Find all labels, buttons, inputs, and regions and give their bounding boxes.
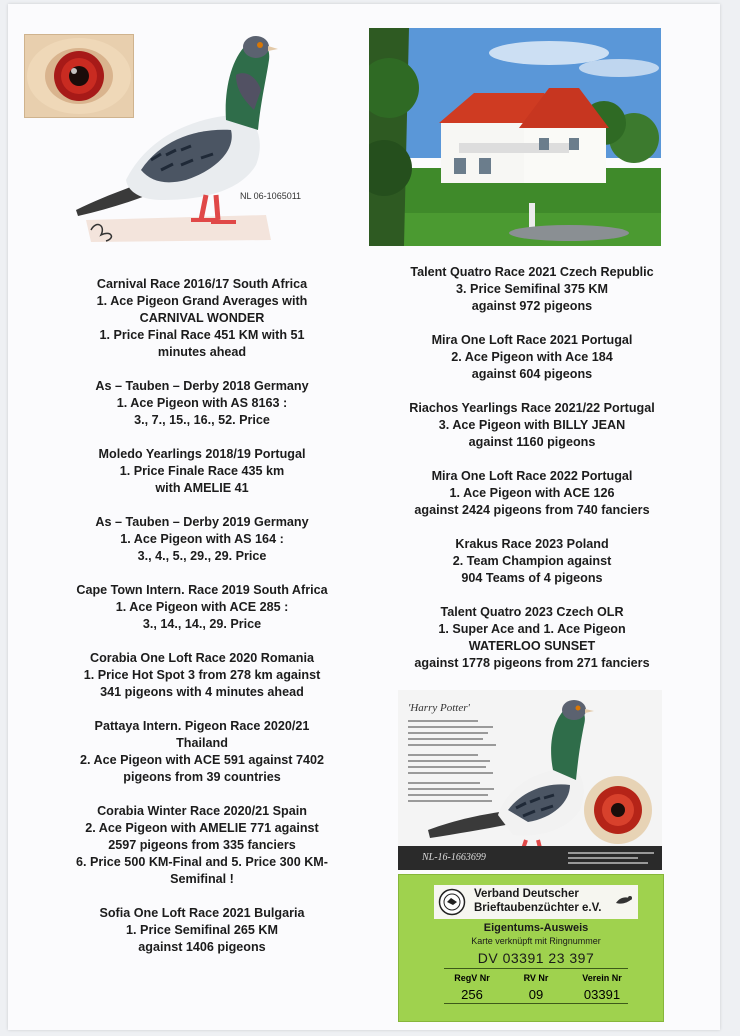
entry-line: Pattaya Intern. Pigeon Race 2020/21 — [94, 719, 310, 733]
org-name-line1: Verband Deutscher — [474, 888, 579, 900]
entry-line: 1. Price Finale Race 435 km — [119, 464, 285, 478]
right-results-column — [396, 264, 668, 689]
card-col-header: RegV Nr — [454, 973, 490, 983]
result-entry — [396, 400, 668, 451]
entry-line: Riachos Yearlings Race 2021/22 Portugal — [409, 401, 655, 415]
entry-line: 2. Ace Pigeon with ACE 591 against 7402 — [79, 753, 325, 767]
entry-line: 3., 7., 15., 16., 52. Price — [134, 413, 270, 427]
entry-line: pigeons from 39 countries — [123, 770, 281, 784]
card-header — [434, 885, 638, 919]
ring-number-underline — [444, 968, 628, 969]
entry-line: Corabia Winter Race 2020/21 Spain — [97, 804, 307, 818]
harry-potter-photo-panel — [398, 690, 662, 870]
loft-house-photo — [369, 28, 661, 246]
entry-line: Mira One Loft Race 2021 Portugal — [431, 333, 633, 347]
entry-line: against 1160 pigeons — [468, 435, 596, 449]
result-entry — [396, 264, 668, 315]
result-entry — [396, 332, 668, 383]
org-logo — [438, 888, 466, 916]
entry-line: Mira One Loft Race 2022 Portugal — [431, 469, 633, 483]
result-entry — [396, 604, 668, 672]
entry-line: 1. Price Hot Spot 3 from 278 km against — [83, 668, 321, 682]
entry-line: against 1778 pigeons from 271 fanciers — [414, 656, 650, 670]
entry-line: 2. Ace Pigeon with AMELIE 771 against — [85, 821, 319, 835]
entry-line: 2597 pigeons from 335 fanciers — [108, 838, 296, 852]
harry-potter-ring: NL-16-1663699 — [422, 852, 486, 863]
entry-line: Cape Town Intern. Race 2019 South Africa — [76, 583, 328, 597]
result-entry — [52, 650, 352, 701]
result-entry — [396, 468, 668, 519]
left-results-column — [52, 276, 352, 973]
pigeon-ring-label: NL 06-1065011 — [240, 191, 302, 201]
harry-potter-title: 'Harry Potter' — [408, 702, 470, 714]
entry-line: 3. Ace Pigeon with BILLY JEAN — [438, 418, 626, 432]
card-col-value: 09 — [528, 987, 544, 1002]
entry-line: 1. Super Ace and 1. Ace Pigeon — [438, 622, 626, 636]
entry-line: Talent Quatro Race 2021 Czech Republic — [410, 265, 654, 279]
entry-line: 3., 4., 5., 29., 29. Price — [137, 549, 267, 563]
result-entry — [52, 514, 352, 565]
card-subtitle: Karte verknüpft mit Ringnummer — [471, 936, 601, 946]
entry-line: 1. Ace Pigeon with AS 8163 : — [116, 396, 288, 410]
entry-line: 3., 14., 14., 29. Price — [142, 617, 262, 631]
result-entry — [52, 276, 352, 361]
result-entry — [52, 446, 352, 497]
entry-line: Carnival Race 2016/17 South Africa — [96, 277, 308, 291]
entry-line: minutes ahead — [157, 345, 247, 359]
ownership-card — [398, 874, 664, 1022]
entry-line: 1. Ace Pigeon with AS 164 : — [120, 532, 284, 546]
card-inner — [434, 885, 638, 1013]
pigeon-emblem-icon — [614, 893, 634, 909]
entry-line: As – Tauben – Derby 2019 Germany — [95, 515, 309, 529]
result-entry — [52, 582, 352, 633]
entry-line: 1. Ace Pigeon with ACE 285 : — [115, 600, 289, 614]
entry-line: 3. Price Semifinal 375 KM — [456, 282, 608, 296]
entry-line: 1. Ace Pigeon with ACE 126 — [449, 486, 615, 500]
entry-line: As – Tauben – Derby 2018 Germany — [95, 379, 309, 393]
entry-line: 6. Price 500 KM-Final and 5. Price 300 KM- — [76, 855, 328, 869]
entry-line: 1. Price Semifinal 265 KM — [126, 923, 278, 937]
entry-line: Talent Quatro 2023 Czech OLR — [440, 605, 624, 619]
entry-line: Corabia One Loft Race 2020 Romania — [90, 651, 314, 665]
org-name-line2: Brieftaubenzüchter e.V. — [474, 902, 602, 914]
entry-line: 1. Price Final Race 451 KM with 51 — [99, 328, 305, 342]
result-entry — [52, 803, 352, 888]
result-entry — [52, 718, 352, 786]
entry-line: against 604 pigeons — [471, 367, 593, 381]
result-entry — [396, 536, 668, 587]
entry-line: against 1406 pigeons — [138, 940, 266, 954]
result-entry — [52, 905, 352, 956]
entry-line: WATERLOO SUNSET — [468, 639, 596, 653]
entry-line: Moledo Yearlings 2018/19 Portugal — [98, 447, 306, 461]
values-underline — [444, 1003, 628, 1004]
entry-line: Krakus Race 2023 Poland — [455, 537, 609, 551]
entry-line: with AMELIE 41 — [155, 481, 249, 495]
document-type: Eigentums-Ausweis — [483, 922, 589, 934]
entry-line: CARNIVAL WONDER — [139, 311, 265, 325]
entry-line: Sofia One Loft Race 2021 Bulgaria — [99, 906, 305, 920]
ring-number: DV 03391 23 397 — [477, 950, 595, 966]
result-entry — [52, 378, 352, 429]
harry-potter-ring-strip — [398, 846, 662, 870]
entry-line: 904 Teams of 4 pigeons — [461, 571, 603, 585]
card-col-value: 03391 — [583, 987, 621, 1002]
entry-line: 1. Ace Pigeon Grand Averages with — [96, 294, 308, 308]
entry-line: Semifinal ! — [170, 872, 234, 886]
entry-line: 2. Ace Pigeon with Ace 184 — [451, 350, 613, 364]
pigeon-illustration — [66, 30, 296, 245]
entry-line: Thailand — [176, 736, 228, 750]
entry-line: 2. Team Champion against — [452, 554, 612, 568]
card-col-header: Verein Nr — [582, 973, 622, 983]
card-col-value: 256 — [461, 987, 483, 1002]
card-col-header: RV Nr — [523, 973, 549, 983]
entry-line: against 2424 pigeons from 740 fanciers — [414, 503, 650, 517]
contact-fine-print — [568, 850, 654, 866]
entry-line: 341 pigeons with 4 minutes ahead — [100, 685, 304, 699]
entry-line: against 972 pigeons — [471, 299, 593, 313]
